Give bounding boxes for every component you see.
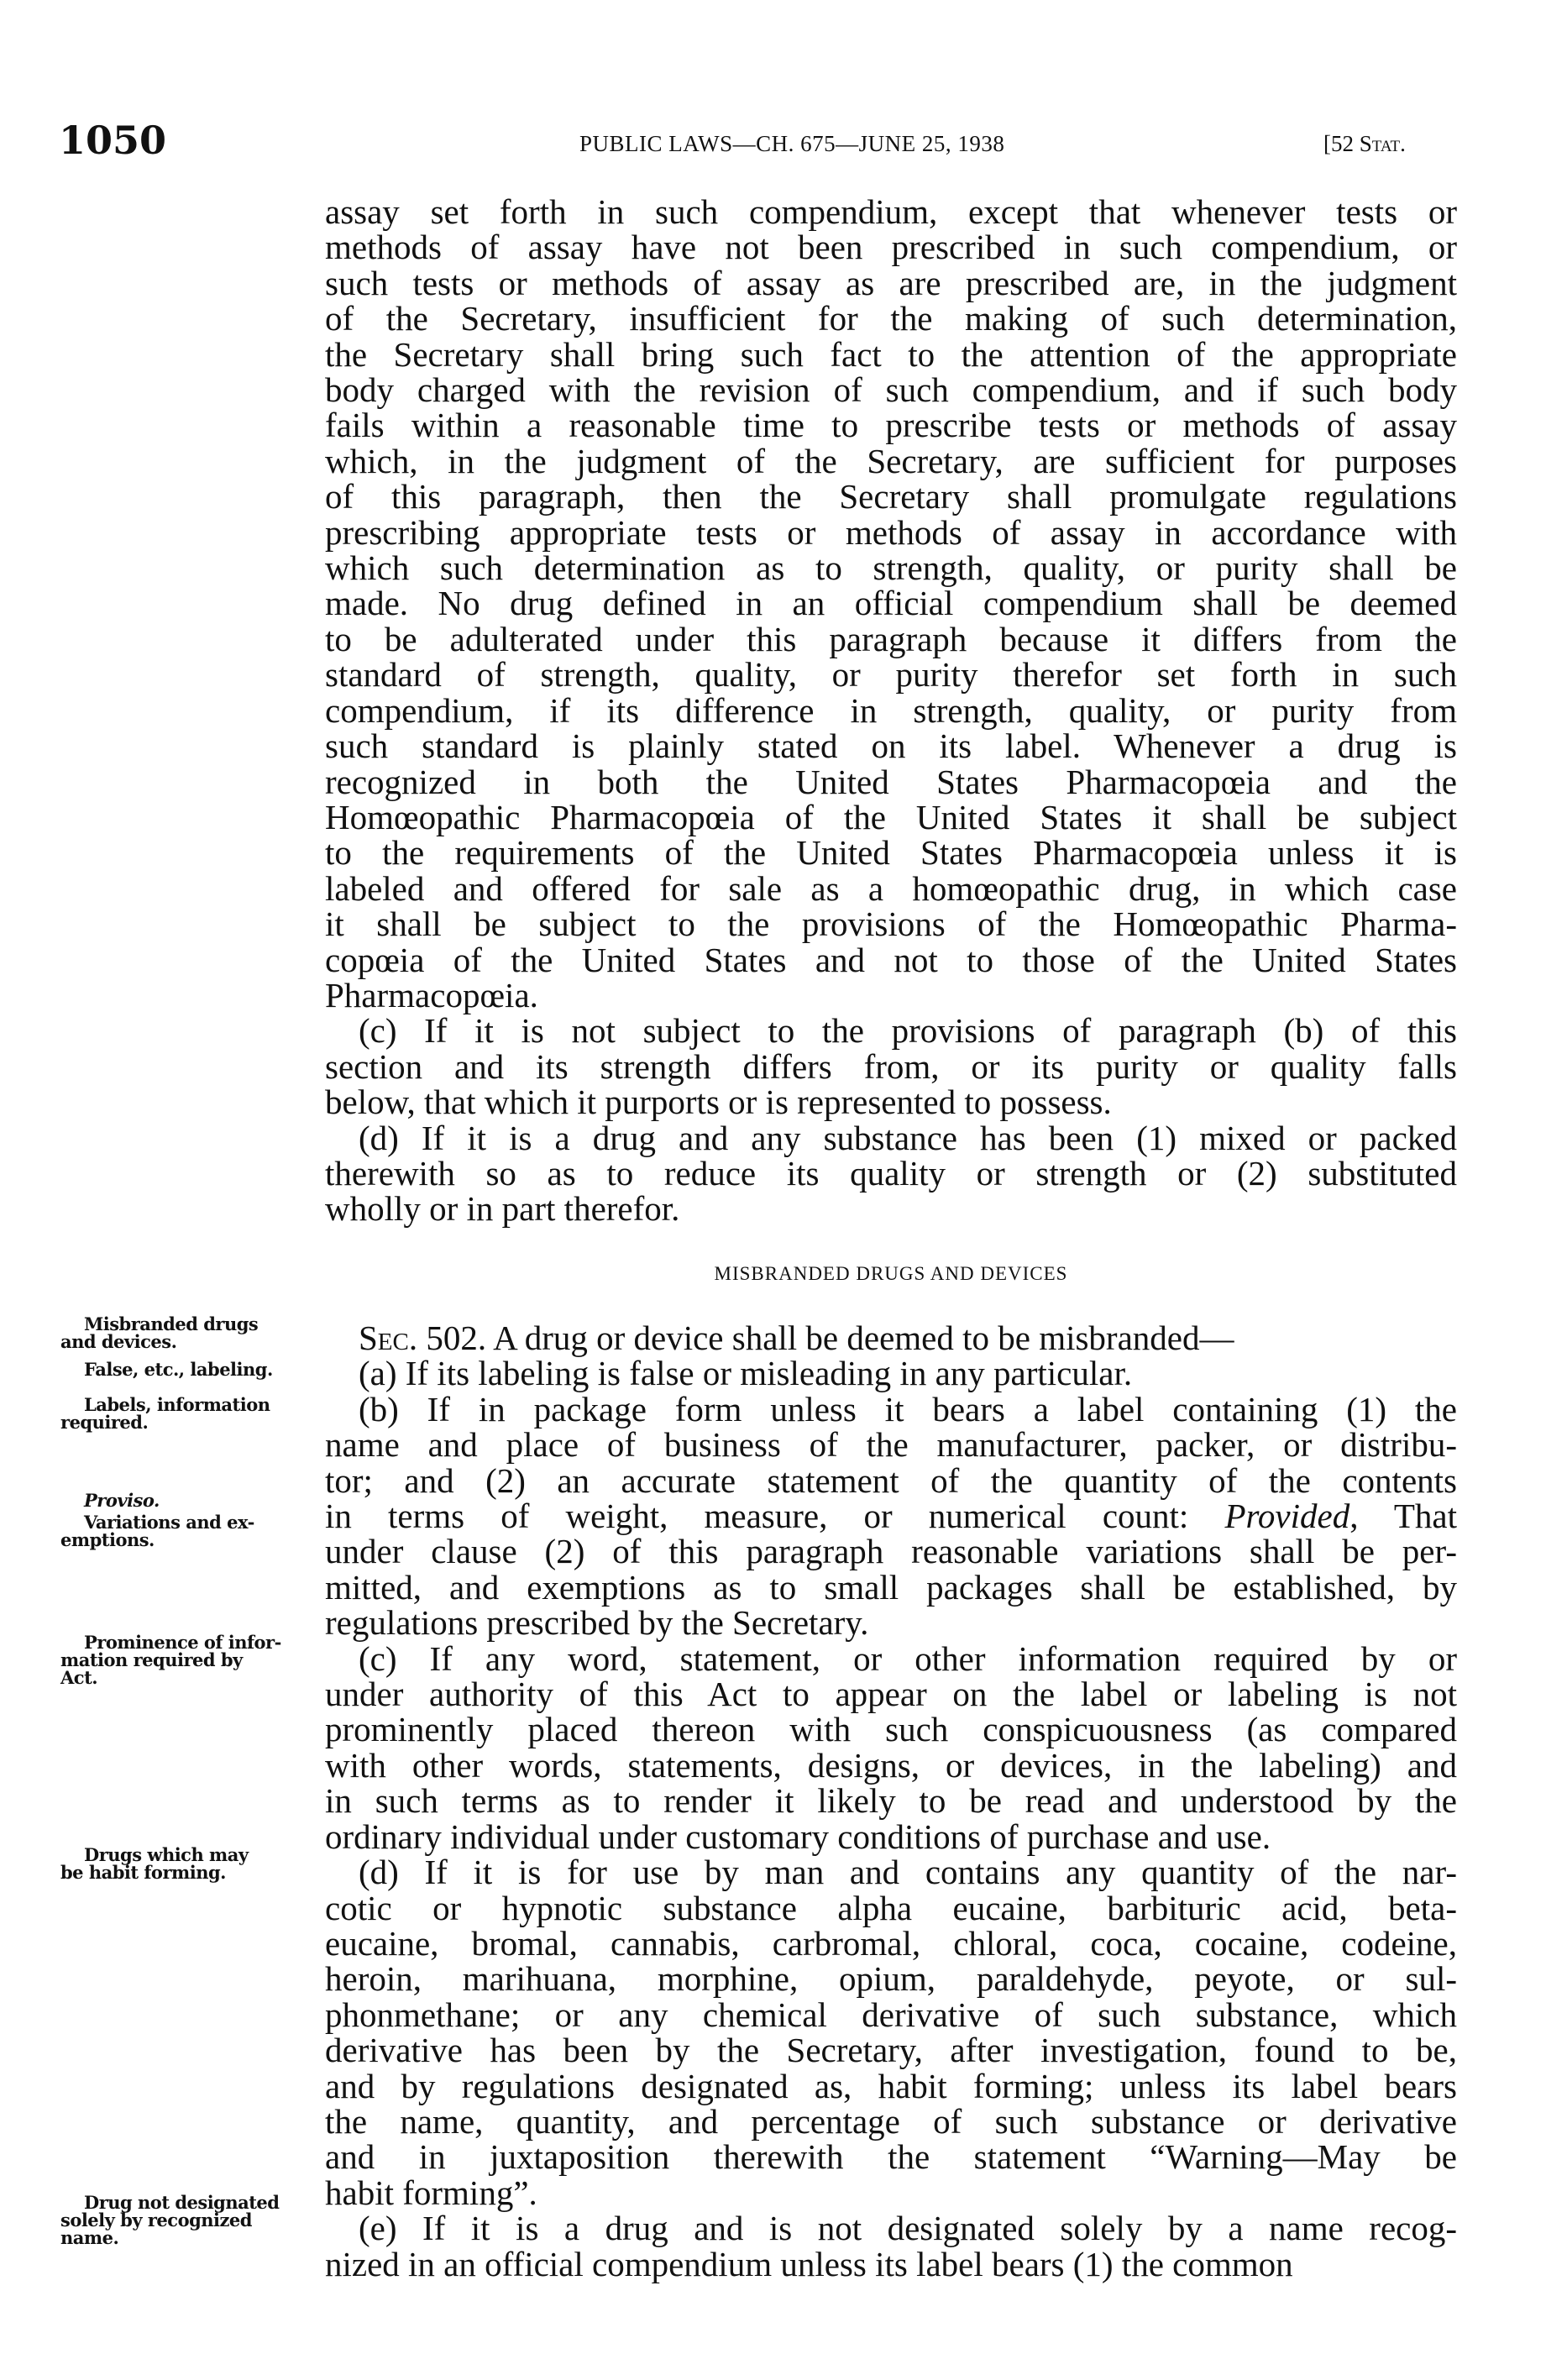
page-number: 1050: [59, 118, 167, 163]
text-line: the name, quantity, and percentage of such substance or derivative: [325, 2101, 1457, 2141]
text-line: it shall be subject to the provisions of the Homœopathic Pharma-: [325, 904, 1457, 944]
text-line: prominently placed thereon with such conspicuousness (as compared: [325, 1710, 1457, 1749]
margin-note-line: Drugs which may: [84, 1844, 249, 1865]
text-line: methods of assay have not been prescribed in such compendium, or: [325, 228, 1457, 267]
text-line: prescribing appropriate tests or methods of assay in accordance with: [325, 512, 1457, 552]
text-line: such standard is plainly stated on its label. Whenever a drug is: [325, 726, 1457, 766]
text-line: habit forming”.: [325, 2173, 537, 2212]
margin-note-line: Labels, information: [84, 1394, 270, 1415]
text-line: Pharmacopœia.: [325, 975, 538, 1014]
text-line: under authority of this Act to appear on the label or labeling is not: [325, 1675, 1457, 1714]
margin-note-line: emptions.: [60, 1529, 155, 1550]
text-segment: A drug or device shall be deemed to be misbranded—: [486, 1318, 1234, 1357]
text-line: which such determination as to strength, quality, or purity shall be: [325, 548, 1457, 588]
text-line: and in juxtaposition therewith the statement “Warning—May be: [325, 2137, 1457, 2177]
margin-note-line: False, etc., labeling.: [84, 1359, 273, 1380]
text-line: cotic or hypnotic substance alpha eucaine, barbituric acid, beta-: [325, 1888, 1457, 1927]
text-line: (b) If in package form unless it bears a label containing (1) the: [359, 1389, 1457, 1429]
section-number: Sec. 502.: [359, 1318, 487, 1357]
text-line: section and its strength differs from, or its purity or quality falls: [325, 1046, 1457, 1086]
text-line: copœia of the United States and not to those of the United States: [325, 940, 1457, 979]
text-line: made. No drug defined in an official compendium shall be deemed: [325, 584, 1457, 623]
text-line: name and place of business of the manufacturer, packer, or distribu-: [325, 1425, 1457, 1465]
margin-note-line: name.: [60, 2227, 119, 2248]
text-line: to be adulterated under this paragraph because it differs from the: [325, 619, 1457, 658]
margin-note: [60, 2194, 296, 2246]
text-line: regulations prescribed by the Secretary.: [325, 1603, 869, 1643]
text-line: (c) If it is not subject to the provisions of paragraph (b) of this: [359, 1011, 1457, 1051]
text-line: [325, 1320, 1457, 1355]
text-line: (a) If its labeling is false or misleading in any particular.: [359, 1354, 1133, 1393]
text-segment: in terms of weight, measure, or numerical count:: [325, 1497, 1225, 1536]
text-line: derivative has been by the Secretary, after investigation, found to be,: [325, 2031, 1457, 2070]
text-line: such tests or methods of assay as are prescribed are, in the judgment: [325, 263, 1457, 302]
italic-text: Provided: [1224, 1497, 1350, 1536]
margin-note-line: Proviso.: [84, 1490, 160, 1511]
margin-note: [60, 1360, 296, 1378]
text-line: assay set forth in such compendium, except that whenever tests or: [325, 192, 1457, 231]
text-line: which, in the judgment of the Secretary, are sufficient for purposes: [325, 441, 1457, 480]
text-line: nized in an official compendium unless its label bears (1) the common: [325, 2244, 1293, 2283]
margin-note-line: and devices.: [60, 1331, 177, 1352]
text-line: labeled and offered for sale as a homœopathic drug, in which case: [325, 868, 1457, 908]
section-heading: MISBRANDED DRUGS AND DEVICES: [714, 1263, 1068, 1284]
text-line: (c) If any word, statement, or other information required by or: [359, 1638, 1457, 1678]
margin-note-line: Drug not designated: [84, 2192, 280, 2213]
text-line: below, that which it purports or is represented to possess.: [325, 1083, 1112, 1122]
text-line: eucaine, bromal, cannabis, carbromal, chloral, coca, cocaine, codeine,: [325, 1923, 1457, 1963]
text-line: wholly or in part therefor.: [325, 1189, 680, 1229]
text-line: under clause (2) of this paragraph reasonable variations shall be per-: [325, 1532, 1457, 1571]
text-line: in such terms as to render it likely to be read and understood by the: [325, 1781, 1457, 1821]
text-segment: , That: [1349, 1497, 1457, 1536]
text-line: phonmethane; or any chemical derivative of such substance, which: [325, 1995, 1457, 2034]
margin-note-line: Variations and ex-: [84, 1512, 254, 1533]
text-line: and by regulations designated as, habit forming; unless its label bears: [325, 2066, 1457, 2105]
text-line: mitted, and exemptions as to small packages shall be established, by: [325, 1567, 1457, 1607]
running-head: PUBLIC LAWS—CH. 675—JUNE 25, 1938: [579, 131, 1005, 156]
text-line: fails within a reasonable time to prescribe tests or methods of assay: [325, 406, 1457, 445]
text-line: heroin, marihuana, morphine, opium, paraldehyde, peyote, or sul-: [325, 1959, 1457, 1999]
text-line: with other words, statements, designs, or devices, in the labeling) and: [325, 1745, 1457, 1785]
body-text-continued: [325, 194, 1457, 1227]
margin-note: [60, 1846, 296, 1881]
volume-reference-text: [52 Stat.: [1323, 131, 1406, 156]
margin-note-line: solely by recognized: [60, 2210, 252, 2231]
text-line: (e) If it is a drug and is not designated solely by a name recog-: [359, 2209, 1457, 2248]
text-line: therewith so as to reduce its quality or strength or (2) substituted: [325, 1153, 1457, 1193]
text-line: [325, 1497, 1457, 1536]
text-line: body charged with the revision of such compendium, and if such body: [325, 370, 1457, 410]
margin-note-line: required.: [60, 1412, 149, 1433]
margin-note: [60, 1633, 296, 1686]
text-line: compendium, if its difference in strength, quality, or purity from: [325, 690, 1457, 730]
text-line: (d) If it is a drug and any substance has been (1) mixed or packed: [359, 1118, 1457, 1157]
margin-note-line: Misbranded drugs: [84, 1313, 259, 1334]
text-line: the Secretary shall bring such fact to the attention of the appropriate: [325, 334, 1457, 374]
margin-note: [60, 1396, 296, 1431]
body-text-section-502: [325, 1320, 1457, 2282]
text-line: standard of strength, quality, or purity therefor set forth in such: [325, 655, 1457, 695]
text-line: of the Secretary, insufficient for the making of such determination,: [325, 299, 1457, 338]
margin-note: [60, 1513, 296, 1549]
text-line: (d) If it is for use by man and contains any quantity of the nar-: [359, 1853, 1457, 1892]
margin-note-line: Act.: [60, 1667, 98, 1688]
volume-reference: [1323, 131, 1406, 157]
text-line: ordinary individual under customary conditions of purchase and use.: [325, 1816, 1271, 1856]
text-line: Homœopathic Pharmacopœia of the United States it shall be subject: [325, 797, 1457, 836]
margin-note: [60, 1315, 296, 1350]
text-line: of this paragraph, then the Secretary shall promulgate regulations: [325, 477, 1457, 516]
margin-note-proviso: [60, 1491, 296, 1509]
text-line: to the requirements of the United States Pharmacopœia unless it is: [325, 833, 1457, 873]
margin-note-line: be habit forming.: [60, 1862, 226, 1883]
margin-note-line: mation required by: [60, 1649, 243, 1670]
margin-note-line: Prominence of infor-: [84, 1632, 281, 1653]
text-line: recognized in both the United States Pharmacopœia and the: [325, 762, 1457, 801]
text-line: tor; and (2) an accurate statement of the quantity of the contents: [325, 1460, 1457, 1500]
